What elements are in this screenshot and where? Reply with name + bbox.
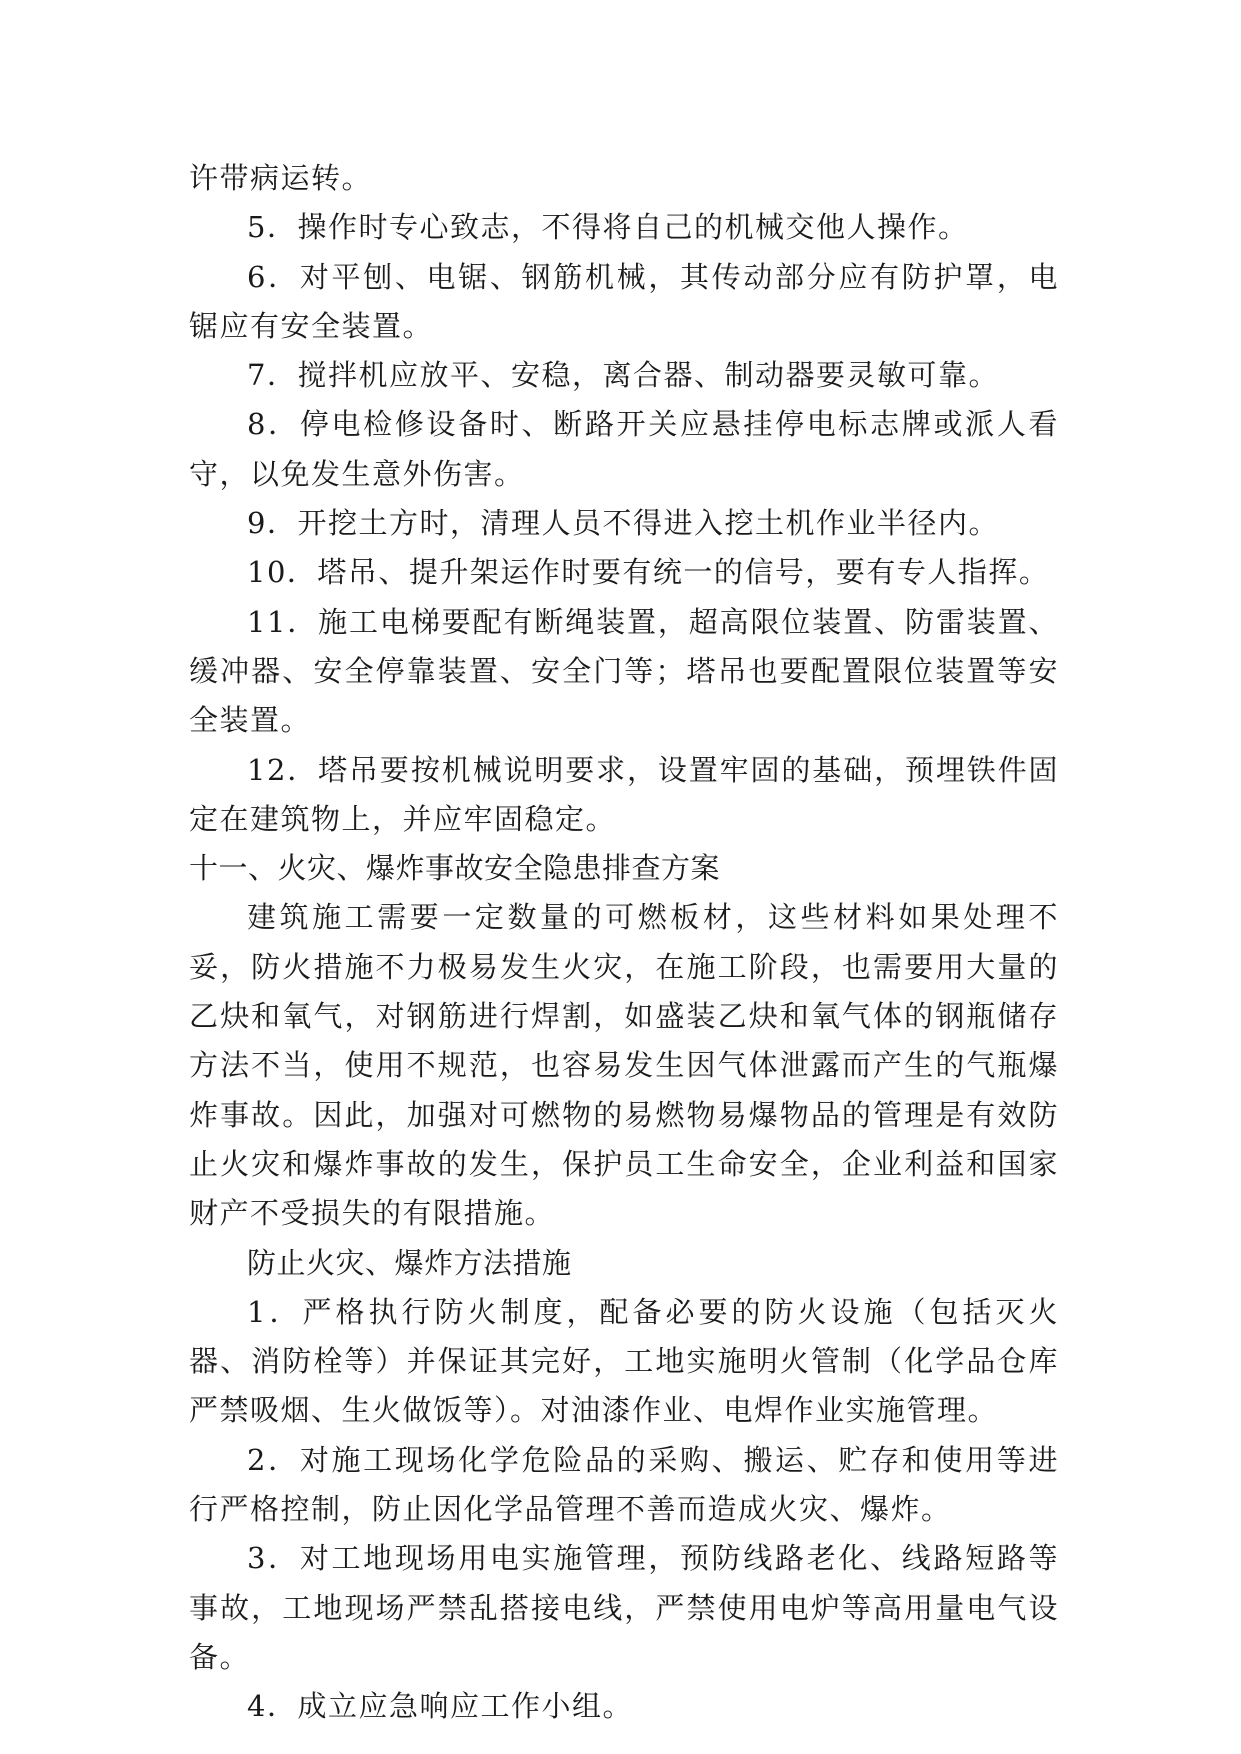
section-body-paragraph: 建筑施工需要一定数量的可燃板材，这些材料如果处理不妥，防火措施不力极易发生火灾，在施工阶段，也需要用大量的乙炔和氧气，对钢筋进行焊割，如盛装乙炔和氧气体的钢瓶储存方法不当，使用不规范，也容易发生因气体泄露而产生的气瓶爆炸事故。因此，加强对可燃物的易燃物易爆物品的管理是有效防止火灾和爆炸事故的发生，保护员工生命安全，企业利益和国家财产不受损失的有限措施。 <box>189 900 1059 1231</box>
list-item-5: 5．操作时专心致志，不得将自己的机械交他人操作。 <box>247 210 969 245</box>
measure-item-4: 4．成立应急响应工作小组。 <box>247 1689 633 1724</box>
list-item-12: 12．塔吊要按机械说明要求，设置牢固的基础，预埋铁件固定在建筑物上，并应牢固稳定。 <box>189 752 1059 836</box>
section-heading: 十一、火灾、爆炸事故安全隐患排查方案 <box>189 851 721 886</box>
measure-item-3: 3．对工地现场用电实施管理，预防线路老化、线路短路等事故，工地现场严禁乱搭接电线，严禁使用电炉等高用量电气设备。 <box>189 1541 1059 1674</box>
list-item-7: 7．搅拌机应放平、安稳，离合器、制动器要灵敏可靠。 <box>247 358 999 393</box>
list-item-8: 8．停电检修设备时、断路开关应悬挂停电标志牌或派人看守，以免发生意外伤害。 <box>189 407 1059 491</box>
list-item-10: 10．塔吊、提升架运作时要有统一的信号，要有专人指挥。 <box>247 555 1050 590</box>
measures-subheading: 防止火灾、爆炸方法措施 <box>247 1245 572 1280</box>
list-item-6: 6．对平刨、电锯、钢筋机械，其传动部分应有防护罩，电锯应有安全装置。 <box>189 259 1059 343</box>
list-item-11: 11．施工电梯要配有断绳装置，超高限位装置、防雷装置、缓冲器、安全停靠装置、安全门等；塔吊也要配置限位装置等安全装置。 <box>189 604 1059 738</box>
document-body <box>189 154 1059 1732</box>
list-item-9: 9．开挖土方时，清理人员不得进入挖土机作业半径内。 <box>247 506 999 541</box>
paragraph-continuation: 许带病运转。 <box>189 161 373 195</box>
measure-item-2: 2．对施工现场化学危险品的采购、搬运、贮存和使用等进行严格控制，防止因化学品管理不善而造成火灾、爆炸。 <box>189 1442 1059 1527</box>
measure-item-1: 1．严格执行防火制度，配备必要的防火设施（包括灭火器、消防栓等）并保证其完好，工地实施明火管制（化学品仓库严禁吸烟、生火做饭等）。对油漆作业、电焊作业实施管理。 <box>189 1294 1059 1428</box>
